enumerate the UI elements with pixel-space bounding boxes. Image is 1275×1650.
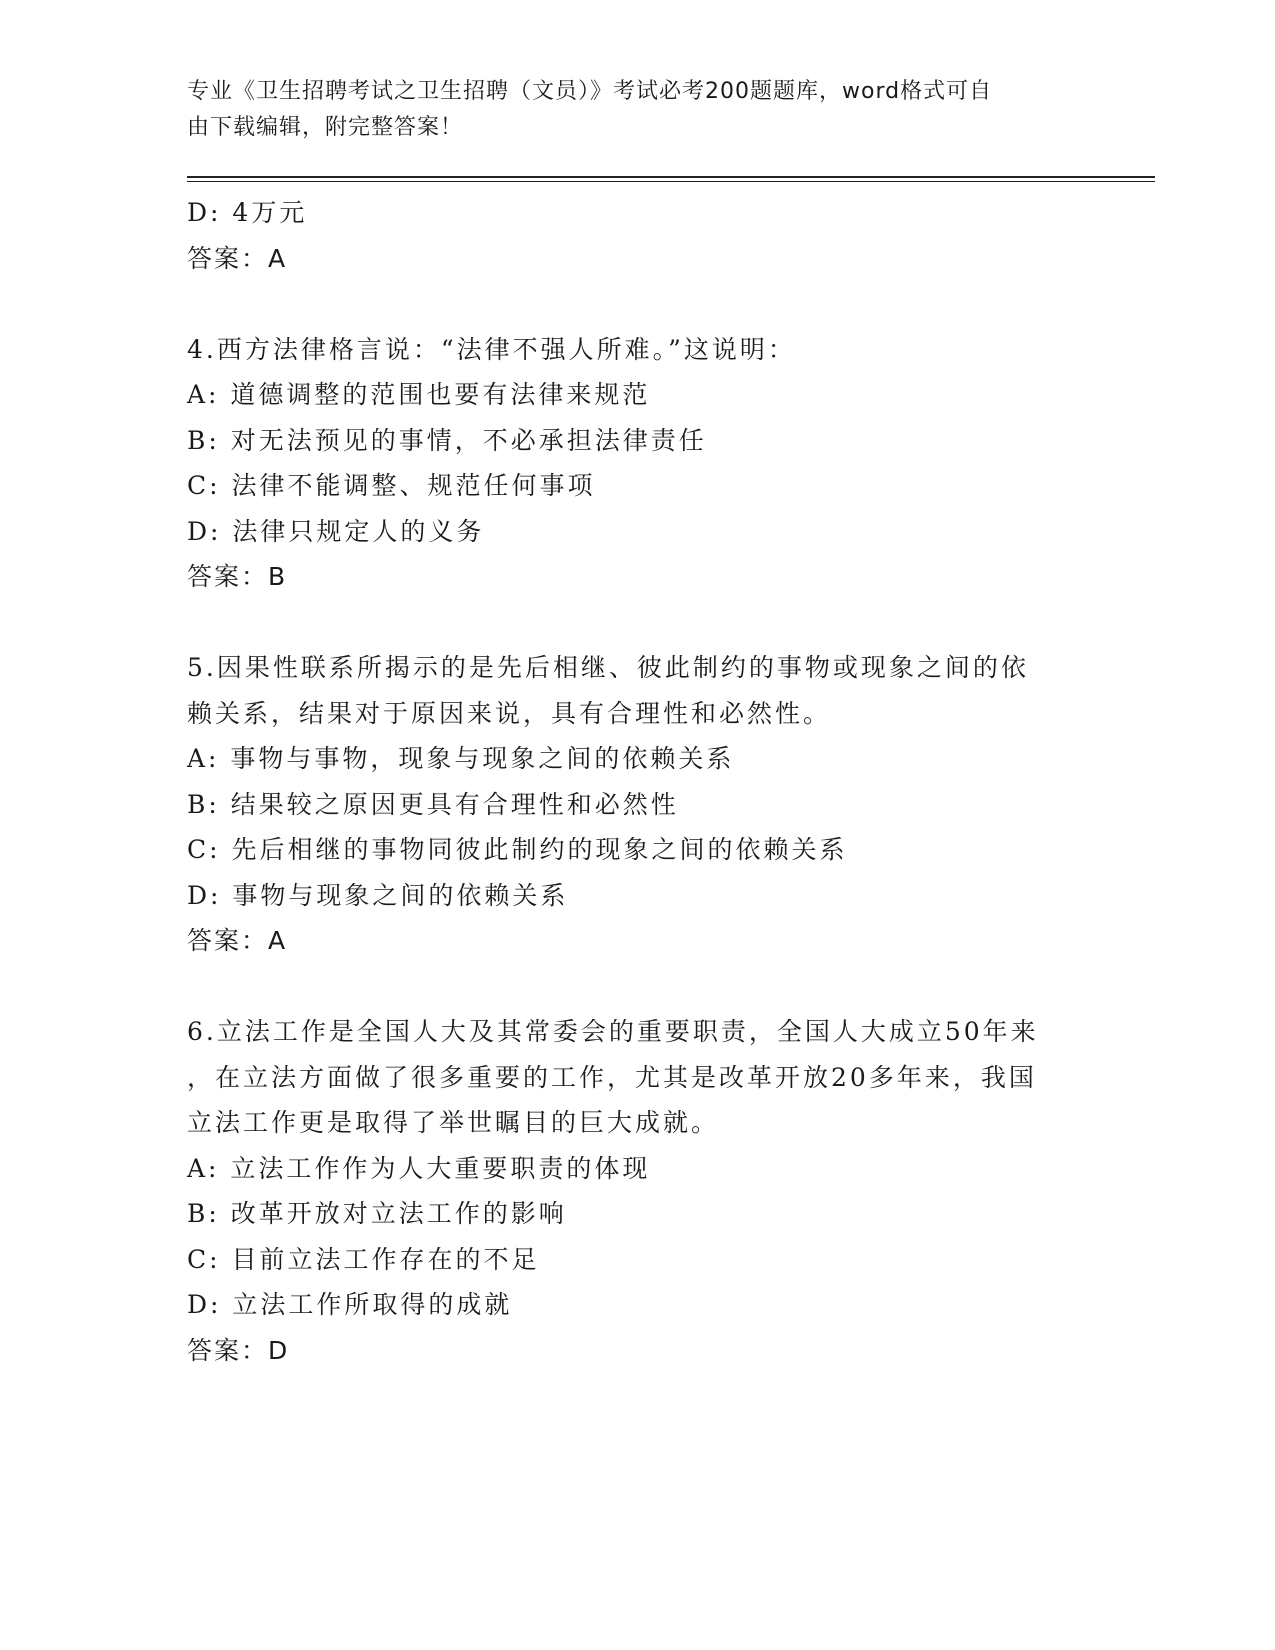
option-d: D: 事物与现象之间的依赖关系 [187, 880, 569, 910]
document-header [187, 74, 1067, 146]
header-rule-thick [187, 176, 1155, 178]
spacer [187, 964, 1087, 1010]
header-line-1: 专业《卫生招聘考试之卫生招聘（文员）》考试必考200题题库，word格式可自 [187, 79, 993, 104]
question-stem-line-2: 赖关系，结果对于原因来说，具有合理性和必然性。 [187, 698, 832, 728]
answer: 答案：B [187, 562, 288, 591]
question-list [187, 190, 1087, 1373]
question-6 [187, 1009, 1087, 1373]
header-rule-thin [187, 181, 1155, 182]
question-stem-line-2: ，在立法方面做了很多重要的工作，尤其是改革开放20多年来，我国 [187, 1062, 1037, 1092]
answer: 答案：A [187, 926, 288, 955]
option-a: A: 立法工作作为人大重要职责的体现 [187, 1153, 651, 1183]
answer: 答案：A [187, 243, 288, 273]
question-3-tail [187, 190, 1087, 281]
option-c: C: 法律不能调整、规范任何事项 [187, 471, 596, 500]
option-c: C: 目前立法工作存在的不足 [187, 1244, 540, 1274]
header-line-2: 由下载编辑，附完整答案！ [187, 115, 464, 140]
option-a: A: 事物与事物，现象与现象之间的依赖关系 [187, 744, 735, 773]
option-b: B: 改革开放对立法工作的影响 [187, 1199, 567, 1228]
option-c: C: 先后相继的事物同彼此制约的现象之间的依赖关系 [187, 835, 848, 864]
option-a: A: 道德调整的范围也要有法律来规范 [187, 380, 651, 409]
spacer [187, 600, 1087, 646]
option-d: D: 立法工作所取得的成就 [187, 1290, 513, 1319]
answer: 答案：D [187, 1335, 290, 1365]
question-stem-line-3: 立法工作更是取得了举世瞩目的巨大成就。 [187, 1108, 720, 1137]
option-d: D: 法律只规定人的义务 [187, 516, 485, 546]
spacer [187, 281, 1087, 327]
question-stem: 4.西方法律格言说：“法律不强人所难。”这说明： [187, 334, 796, 364]
question-5 [187, 645, 1087, 964]
option-d: D: 4万元 [187, 198, 308, 227]
question-stem-line-1: 6.立法工作是全国人大及其常委会的重要职责，全国人大成立50年来 [187, 1017, 1039, 1046]
question-stem-line-1: 5.因果性联系所揭示的是先后相继、彼此制约的事物或现象之间的依 [187, 653, 1029, 682]
option-b: B: 对无法预见的事情，不必承担法律责任 [187, 425, 707, 455]
option-b: B: 结果较之原因更具有合理性和必然性 [187, 789, 679, 819]
question-4 [187, 327, 1087, 600]
